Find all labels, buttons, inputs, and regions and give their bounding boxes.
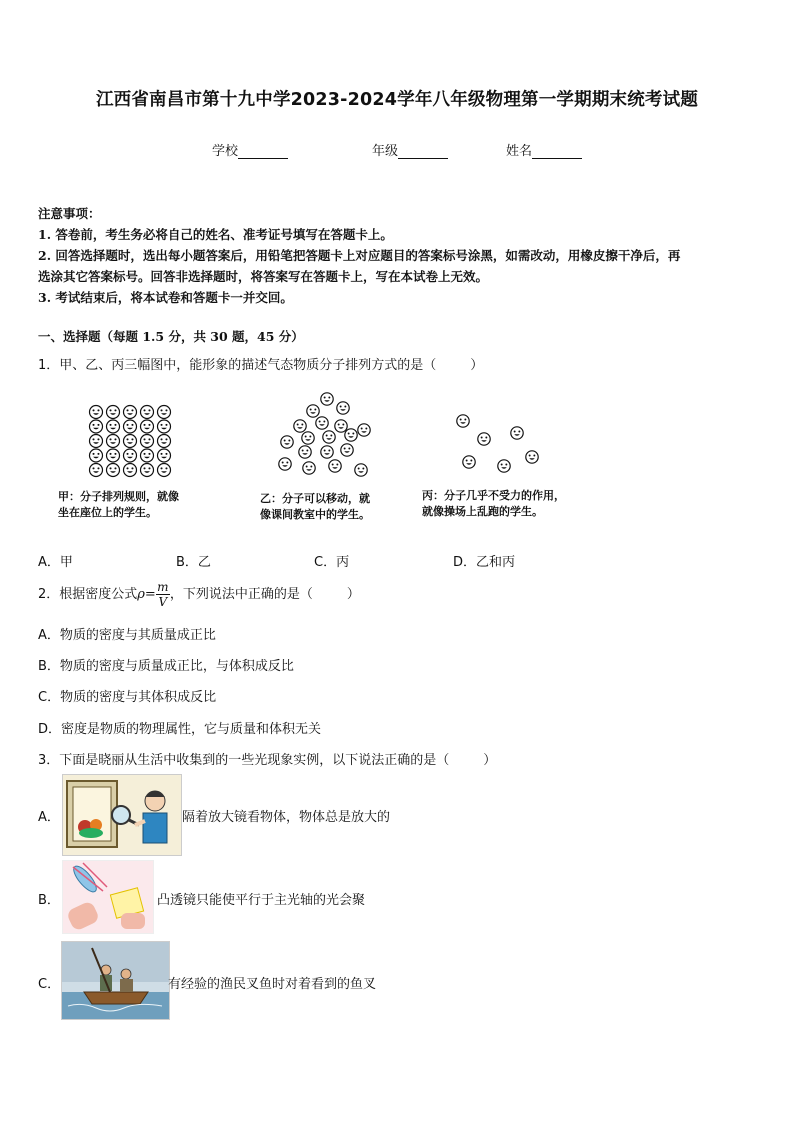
caption-line: 丙：分子几乎不受力的作用， xyxy=(422,489,565,502)
section-heading: 一、选择题（每题 1.5 分，共 30 题，45 分） xyxy=(38,329,304,344)
molecule-face-icon xyxy=(355,464,367,476)
molecule-face-icon xyxy=(90,449,103,462)
name-blank xyxy=(532,145,582,159)
caption-line: 甲：分子排列规则，就像 xyxy=(58,490,179,503)
exam-title: 江西省南昌市第十九中学2023-2024学年八年级物理第一学期期末统考试题 xyxy=(95,90,699,110)
q2-stem-close: ） xyxy=(346,587,360,602)
molecule-face-icon xyxy=(281,436,293,448)
fisherman-picture xyxy=(61,941,170,1020)
molecule-scatter-bing xyxy=(450,410,550,480)
molecule-face-icon xyxy=(478,433,490,445)
q2-option-d[interactable]: D．密度是物质的物理属性，它与质量和体积无关 xyxy=(38,722,322,737)
q3-stem-text: 3．下面是晓丽从生活中收集到的一些光现象实例，以下说法正确的是（ xyxy=(38,753,450,768)
caption-yi xyxy=(260,491,370,523)
q3-option-a-text: 隔着放大镜看物体，物体总是放大的 xyxy=(182,810,391,825)
q1-option-b[interactable]: B．乙 xyxy=(176,555,211,570)
magnifier-illustration-icon xyxy=(63,775,181,855)
q2-stem-text: 2．根据密度公式 xyxy=(38,587,138,602)
question-1-stem xyxy=(38,354,483,373)
molecule-face-icon xyxy=(316,417,328,429)
molecule-face-icon xyxy=(124,435,137,448)
caption-jia xyxy=(58,489,179,521)
molecule-face-icon xyxy=(107,435,120,448)
molecule-grid-jia xyxy=(86,402,176,480)
caption-line: 像课间教室中的学生。 xyxy=(260,508,370,521)
molecule-face-icon xyxy=(294,420,306,432)
molecule-face-icon xyxy=(141,420,154,433)
caption-line: 乙：分子可以移动，就 xyxy=(260,492,370,505)
q3-option-c-letter[interactable]: C． xyxy=(38,977,61,992)
notice-item: 3. 考试结束后，将本试卷和答题卡一并交回。 xyxy=(38,290,293,305)
name-field xyxy=(506,140,582,159)
grade-blank xyxy=(398,145,448,159)
notice-item: 2. 回答选择题时，选出每小题答案后，用铅笔把答题卡上对应题目的答案标号涂黑，如需改动，用橡皮擦干净后，再 xyxy=(38,248,681,263)
molecule-face-icon xyxy=(358,424,370,436)
molecule-face-icon xyxy=(337,402,349,414)
density-fraction xyxy=(156,580,170,609)
molecule-face-icon xyxy=(141,464,154,477)
molecule-face-icon xyxy=(107,420,120,433)
density-symbol: ρ= xyxy=(137,587,156,602)
molecule-face-icon xyxy=(299,446,311,458)
molecule-face-icon xyxy=(90,420,103,433)
q1-stem-text: 1．甲、乙、丙三幅图中，能形象的描述气态物质分子排列方式的是（ xyxy=(38,358,437,373)
molecule-face-icon xyxy=(158,464,171,477)
q1-option-a[interactable]: A．甲 xyxy=(38,555,73,570)
molecule-face-icon xyxy=(158,435,171,448)
school-field xyxy=(212,140,288,159)
magnifier-picture xyxy=(62,774,182,856)
question-2-stem xyxy=(38,580,360,610)
molecule-face-icon xyxy=(124,420,137,433)
q3-option-a-letter[interactable]: A． xyxy=(38,810,60,825)
molecule-face-icon xyxy=(307,405,319,417)
q1-option-d[interactable]: D．乙和丙 xyxy=(453,555,516,570)
fraction-denominator: V xyxy=(158,595,168,609)
q2-option-c[interactable]: C．物质的密度与其体积成反比 xyxy=(38,690,217,705)
grade-label: 年级 xyxy=(372,144,399,159)
caption-line: 就像操场上乱跑的学生。 xyxy=(422,505,543,518)
molecule-face-icon xyxy=(158,449,171,462)
caption-bing xyxy=(422,488,565,520)
molecule-face-icon xyxy=(345,429,357,441)
molecule-face-icon xyxy=(90,406,103,419)
lens-picture xyxy=(62,860,154,934)
q3-stem-close: ） xyxy=(483,753,497,768)
molecule-face-icon xyxy=(329,460,341,472)
fraction-numerator: m xyxy=(157,580,169,594)
question-3-stem xyxy=(38,749,496,768)
molecule-face-icon xyxy=(107,406,120,419)
molecule-face-icon xyxy=(341,444,353,456)
molecule-face-icon xyxy=(323,431,335,443)
molecule-face-icon xyxy=(302,432,314,444)
molecule-face-icon xyxy=(279,458,291,470)
molecule-face-icon xyxy=(511,427,523,439)
q1-stem-close: ） xyxy=(470,358,484,373)
molecule-face-icon xyxy=(141,435,154,448)
molecule-face-icon xyxy=(321,446,333,458)
q2-option-b[interactable]: B．物质的密度与质量成正比，与体积成反比 xyxy=(38,659,294,674)
molecule-face-icon xyxy=(107,464,120,477)
q3-option-b-letter[interactable]: B． xyxy=(38,893,60,908)
school-blank xyxy=(238,145,288,159)
molecule-face-icon xyxy=(124,464,137,477)
convex-lens-illustration-icon xyxy=(63,861,153,933)
notice-item: 1. 答卷前，考生务必将自己的姓名、准考证号填写在答题卡上。 xyxy=(38,227,393,242)
q3-option-b-text: 凸透镜只能使平行于主光轴的光会聚 xyxy=(157,893,366,908)
molecule-face-icon xyxy=(90,464,103,477)
fisherman-illustration-icon xyxy=(62,942,169,1019)
grade-field xyxy=(372,140,448,159)
molecule-face-icon xyxy=(335,420,347,432)
molecule-face-icon xyxy=(124,406,137,419)
molecule-face-icon xyxy=(141,449,154,462)
molecule-face-icon xyxy=(158,420,171,433)
q2-option-a[interactable]: A．物质的密度与其质量成正比 xyxy=(38,628,216,643)
notice-item: 选涂其它答案标号。回答非选择题时，将答案写在答题卡上，写在本试卷上无效。 xyxy=(38,269,489,284)
molecule-face-icon xyxy=(124,449,137,462)
molecule-face-icon xyxy=(463,456,475,468)
molecule-face-icon xyxy=(526,451,538,463)
molecule-face-icon xyxy=(158,406,171,419)
molecule-face-icon xyxy=(303,462,315,474)
school-label: 学校 xyxy=(212,144,239,159)
molecule-face-icon xyxy=(90,435,103,448)
name-label: 姓名 xyxy=(506,144,533,159)
molecule-face-icon xyxy=(321,393,333,405)
caption-line: 坐在座位上的学生。 xyxy=(58,506,157,519)
notice-block xyxy=(38,203,763,308)
molecule-face-icon xyxy=(141,406,154,419)
q3-option-c-text: 有经验的渔民叉鱼时对着看到的鱼叉 xyxy=(168,977,377,992)
molecule-cluster-yi xyxy=(275,392,380,480)
q2-stem-text-after: ，下列说法中正确的是（ xyxy=(169,587,313,602)
q1-option-c[interactable]: C．丙 xyxy=(314,555,350,570)
molecule-face-icon xyxy=(107,449,120,462)
molecule-face-icon xyxy=(457,415,469,427)
notice-heading: 注意事项： xyxy=(38,206,101,221)
molecule-face-icon xyxy=(498,460,510,472)
